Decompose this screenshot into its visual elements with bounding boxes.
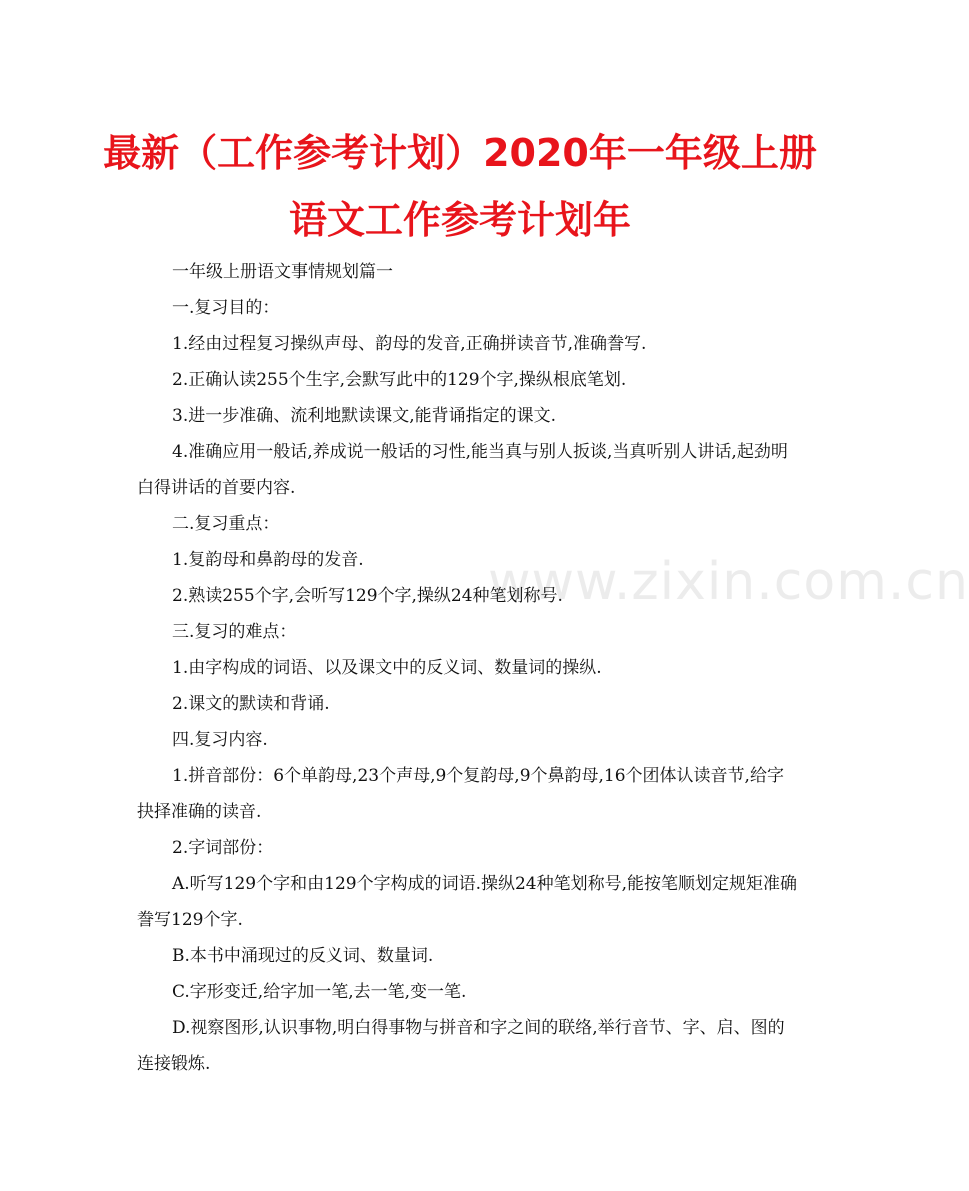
paragraph: 1.经由过程复习操纵声母、韵母的发音,正确拼读音节,准确誊写.	[172, 334, 647, 354]
document-title-line1: 最新（工作参考计划）2020年一年级上册	[103, 131, 817, 175]
watermark: www.zixin.com.cn	[488, 552, 969, 612]
section-title: 一.复习目的：	[172, 298, 280, 318]
paragraph: A.听写129个字和由129个字构成的词语.操纵24种笔划称号,能按笔顺划定规矩准确誊写129个字.	[137, 874, 798, 930]
paragraph: 1.复韵母和鼻韵母的发音.	[172, 550, 364, 570]
paragraph: 4.准确应用一般话,养成说一般话的习性,能当真与别人扳谈,当真听别人讲话,起劲明白得讲话的首要内容.	[137, 442, 788, 498]
paragraph: 1.由字构成的词语、以及课文中的反义词、数量词的操纵.	[172, 658, 602, 678]
paragraph: 1.拼音部份：6个单韵母,23个声母,9个复韵母,9个鼻韵母,16个团体认读音节,给字抉择准确的读音.	[137, 766, 784, 822]
paragraph: 2.字词部份：	[172, 838, 274, 858]
paragraph: 2.正确认读255个生字,会默写此中的129个字,操纵根底笔划.	[172, 370, 627, 390]
paragraph: C.字形变迁,给字加一笔,去一笔,变一笔.	[172, 982, 467, 1002]
paragraph: 2.课文的默读和背诵.	[172, 694, 330, 714]
section-title: 二.复习重点：	[172, 514, 280, 534]
section-title: 四.复习内容.	[172, 730, 268, 750]
paragraph: B.本书中涌现过的反义词、数量词.	[172, 946, 434, 966]
paragraph: D.视察图形,认识事物,明白得事物与拼音和字之间的联络,举行音节、字、启、图的连接锻炼.	[137, 1018, 785, 1074]
paragraph: 2.熟读255个字,会听写129个字,操纵24种笔划称号.	[172, 586, 563, 606]
document-title-line2: 语文工作参考计划年	[288, 198, 631, 242]
section-title: 三.复习的难点：	[172, 622, 297, 642]
paragraph: 3.进一步准确、流利地默读课文,能背诵指定的课文.	[172, 406, 557, 426]
section-heading: 一年级上册语文事情规划篇一	[172, 262, 393, 282]
